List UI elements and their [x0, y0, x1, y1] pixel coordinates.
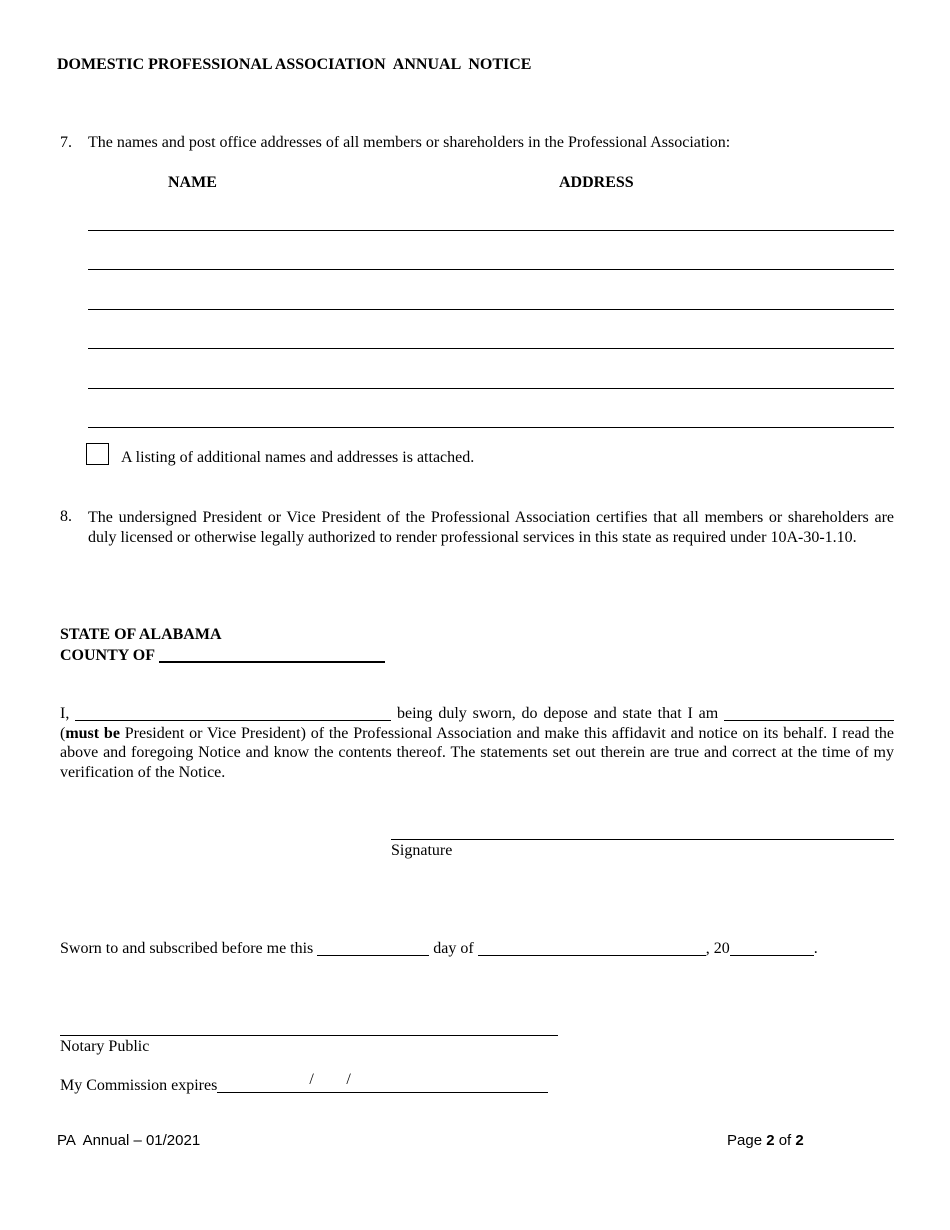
item-8-text: The undersigned President or Vice President of the Professional Association certifies that all members or shareholders are duly licensed or otherwise legally authorized to render professional services in this state as required under 10A-30-1.10.: [88, 509, 894, 546]
paren-open: (: [60, 724, 66, 742]
sworn-day-of: day of: [429, 940, 478, 957]
member-entry-line[interactable]: [88, 348, 894, 349]
notary-public-label: Notary Public: [60, 1038, 150, 1055]
form-title: DOMESTIC PROFESSIONAL ASSOCIATION ANNUAL NOTICE: [57, 56, 532, 73]
item-7-text: The names and post office addresses of all members or shareholders in the Professional Association:: [88, 134, 731, 151]
member-entry-line[interactable]: [88, 230, 894, 231]
form-id: PA Annual – 01/2021: [57, 1132, 201, 1149]
commission-label: My Commission expires: [60, 1077, 218, 1094]
additional-listing-checkbox[interactable]: [86, 443, 109, 465]
affidavit-rest: President or Vice President) of the Professional Association and make this affidavit and notice on its behalf. I read the above and foregoing Notice and know the contents thereof. The statements set out therein are true and correct at the time of my verification of the Notice.: [60, 724, 895, 781]
sworn-year-field[interactable]: [730, 940, 814, 956]
sworn-period: .: [813, 940, 818, 957]
must-be-emphasis: must be: [65, 724, 120, 742]
page-word: Page: [727, 1132, 767, 1149]
address-column-header: ADDRESS: [559, 174, 634, 191]
sworn-prefix: Sworn to and subscribed before me this: [60, 940, 318, 957]
sworn-month-field[interactable]: [478, 940, 706, 956]
member-entry-line[interactable]: [88, 427, 894, 428]
state-county-block: [60, 625, 385, 666]
affidavit-mid: being duly sworn, do depose and state that I am: [391, 705, 724, 722]
of-word: of: [774, 1132, 796, 1149]
additional-listing-label: A listing of additional names and addresses is attached.: [121, 449, 475, 466]
sworn-year-prefix: , 20: [705, 940, 730, 957]
affidavit-paragraph: [60, 704, 894, 782]
commission-line: [60, 1071, 548, 1095]
affiant-name-field[interactable]: [75, 705, 391, 721]
commission-date-field[interactable]: [217, 1071, 548, 1093]
date-separator: /: [346, 1071, 351, 1088]
notary-signature-field[interactable]: [60, 1035, 558, 1036]
page-total: 2: [795, 1132, 804, 1149]
affiant-title-field[interactable]: [724, 705, 894, 721]
item-7-number: 7.: [60, 134, 72, 151]
state-label: STATE OF ALABAMA: [60, 626, 222, 643]
page-indicator: [727, 1132, 804, 1149]
signature-label: Signature: [391, 842, 453, 859]
member-entry-line[interactable]: [88, 269, 894, 270]
name-column-header: NAME: [168, 174, 217, 191]
item-8-number: 8.: [60, 508, 72, 525]
sworn-day-field[interactable]: [317, 940, 429, 956]
affidavit-prefix: I,: [60, 705, 70, 722]
date-separator: /: [309, 1071, 314, 1088]
county-field[interactable]: [159, 645, 385, 663]
member-entry-line[interactable]: [88, 309, 894, 310]
page-number: 2: [766, 1132, 775, 1149]
member-entry-line[interactable]: [88, 388, 894, 389]
signature-field[interactable]: [391, 839, 894, 840]
county-label: COUNTY OF: [60, 647, 155, 664]
sworn-line: [60, 940, 818, 958]
